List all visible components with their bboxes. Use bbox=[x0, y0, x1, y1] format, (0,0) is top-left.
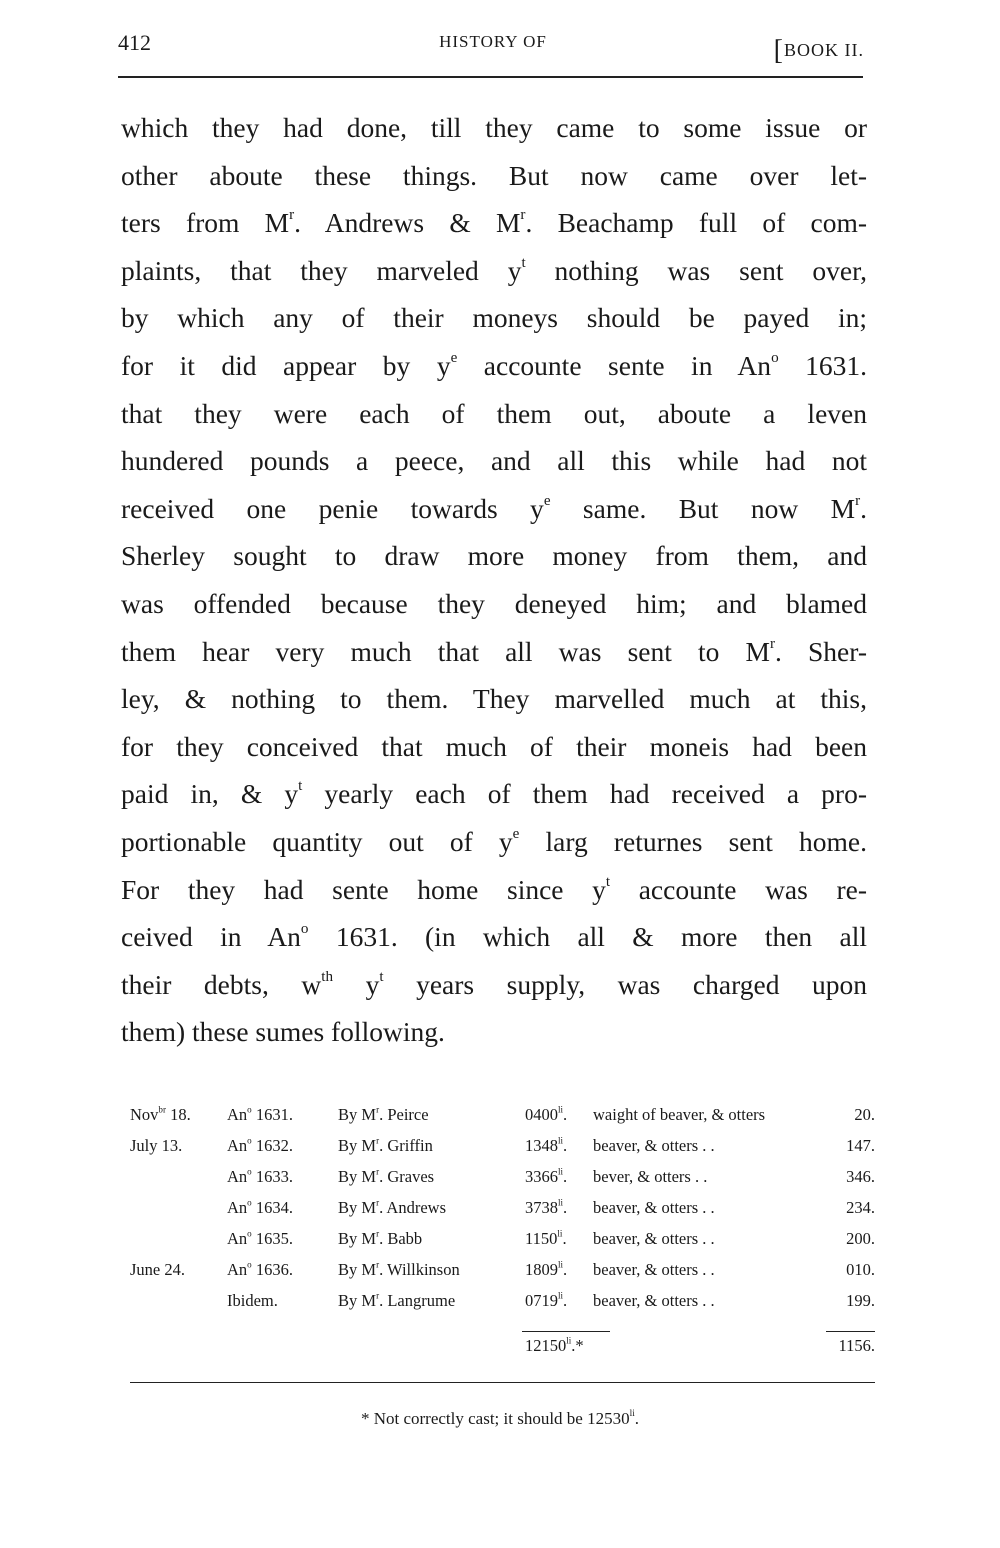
row-date: June 24. bbox=[130, 1260, 185, 1279]
row-note: beaver, & otters . . bbox=[593, 1198, 715, 1217]
row-anno: An$^o$ 1633. bbox=[227, 1166, 293, 1186]
paragraph-line: portionable quantity out of $y^e$ larg returnes sent home. bbox=[121, 825, 867, 857]
paragraph-line: for it did appear by $y^e$ accounte sente in An$^o$ 1631. bbox=[121, 349, 868, 381]
row-amount: $3366^{li}$. bbox=[525, 1166, 568, 1186]
row-value: 200. bbox=[846, 1229, 875, 1248]
totals-row bbox=[130, 1336, 875, 1362]
paragraph-line: paid in, & $y^t$ yearly each of them had received a pro- bbox=[121, 778, 867, 810]
table-row bbox=[130, 1136, 875, 1167]
book-label-text: BOOK II. bbox=[784, 40, 864, 60]
book-label bbox=[774, 32, 864, 64]
row-date: July 13. bbox=[130, 1136, 183, 1155]
row-note: beaver, & otters . . bbox=[593, 1229, 715, 1248]
row-value: 20. bbox=[854, 1105, 875, 1124]
row-amount: $0719^{li}$. bbox=[525, 1290, 568, 1310]
paragraph-line: For they had sente home since $y^t$ accounte was re- bbox=[121, 873, 867, 905]
footnote-rule bbox=[130, 1382, 875, 1383]
paragraph-line: Sherley sought to draw more money from them, and bbox=[121, 540, 867, 572]
row-value: 010. bbox=[846, 1260, 875, 1279]
row-sender: By $M^r$. Peirce bbox=[338, 1104, 429, 1124]
row-anno: An$^o$ 1632. bbox=[227, 1135, 293, 1155]
row-amount: $1348^{li}$. bbox=[525, 1135, 568, 1155]
table-row bbox=[130, 1260, 875, 1291]
row-sender: By $M^r$. Langrume bbox=[338, 1290, 456, 1310]
paragraph-line: ters from $M^r$. Andrews & $M^r$. Beachamp full of com- bbox=[121, 207, 867, 239]
row-value: 199. bbox=[846, 1291, 875, 1310]
paragraph-line: received one penie towards $y^e$ same. But now $M^r$. bbox=[121, 492, 867, 524]
amount-sum-rule bbox=[522, 1331, 610, 1332]
footnote: * Not correctly cast; it should be $12530^{li}$. bbox=[360, 1409, 640, 1428]
row-sender: By $M^r$. Babb bbox=[338, 1228, 423, 1248]
paragraph-line: other aboute these things. But now came over let- bbox=[121, 159, 867, 191]
table-row bbox=[130, 1198, 875, 1229]
table-row bbox=[130, 1167, 875, 1198]
page-number: 412 bbox=[118, 30, 151, 55]
paragraph-line: them hear very much that all was sent to $M^r$. Sher- bbox=[121, 635, 867, 667]
paragraph-line: ley, & nothing to them. They marvelled much at this, bbox=[121, 683, 867, 715]
value-sum-rule bbox=[826, 1331, 875, 1332]
running-title: HISTORY OF bbox=[439, 32, 547, 51]
total-amount: $12150^{li}.*$ bbox=[525, 1335, 584, 1355]
row-value: 346. bbox=[846, 1167, 875, 1186]
shipments-table bbox=[130, 1105, 875, 1322]
row-anno: An$^o$ 1635. bbox=[227, 1228, 293, 1248]
row-note: waight of beaver, & otters bbox=[593, 1105, 766, 1124]
book-bracket: [ bbox=[773, 35, 784, 66]
row-note: beaver, & otters . . bbox=[593, 1136, 715, 1155]
paragraph-line: them) these sumes following. bbox=[121, 1016, 445, 1048]
row-anno: An$^o$ 1634. bbox=[227, 1197, 293, 1217]
paragraph-line: their debts, $w^{th}$ $y^t$ years supply, was charged upon bbox=[121, 968, 867, 1000]
paragraph-line: which they had done, till they came to some issue or bbox=[121, 112, 867, 143]
row-note: beaver, & otters . . bbox=[593, 1291, 715, 1310]
paragraph-line: ceived in An$^o$ 1631. (in which all & more then all bbox=[121, 921, 868, 953]
row-amount: $3738^{li}$. bbox=[525, 1197, 568, 1217]
paragraph-line: for they conceived that much of their moneis had been bbox=[121, 730, 867, 762]
body-paragraph bbox=[121, 104, 867, 1056]
row-sender: By $M^r$. Griffin bbox=[338, 1135, 433, 1155]
table-row bbox=[130, 1291, 875, 1322]
paragraph-line: plaints, that they marveled $y^t$ nothing was sent over, bbox=[121, 254, 867, 286]
row-value: 234. bbox=[846, 1198, 875, 1217]
paragraph-line: that they were each of them out, aboute a leven bbox=[121, 397, 867, 429]
paragraph-line: hundered pounds a peece, and all this while had not bbox=[121, 445, 867, 477]
row-amount: $1150^{li}$. bbox=[525, 1228, 567, 1248]
table-row bbox=[130, 1229, 875, 1260]
row-anno: An$^o$ 1631. bbox=[227, 1104, 293, 1124]
row-sender: By $M^r$. Andrews bbox=[338, 1197, 447, 1217]
page-header bbox=[118, 30, 868, 64]
row-note: bever, & otters . . bbox=[593, 1167, 708, 1186]
row-value: 147. bbox=[846, 1136, 875, 1155]
row-anno: Ibidem. bbox=[227, 1291, 278, 1310]
row-amount: $1809^{li}$. bbox=[525, 1259, 568, 1279]
row-sender: By $M^r$. Willkinson bbox=[338, 1259, 460, 1279]
row-anno: An$^o$ 1636. bbox=[227, 1259, 293, 1279]
row-sender: By $M^r$. Graves bbox=[338, 1166, 435, 1186]
table-row bbox=[130, 1105, 875, 1136]
row-amount: $0400^{li}$. bbox=[525, 1104, 568, 1124]
paragraph-line: was offended because they deneyed him; and blamed bbox=[121, 587, 867, 619]
row-date: Nov$^{br}$ 18. bbox=[130, 1104, 191, 1124]
total-value: 1156. bbox=[838, 1336, 875, 1355]
row-note: beaver, & otters . . bbox=[593, 1260, 715, 1279]
paragraph-line: by which any of their moneys should be payed in; bbox=[121, 302, 867, 334]
header-rule bbox=[118, 76, 863, 78]
